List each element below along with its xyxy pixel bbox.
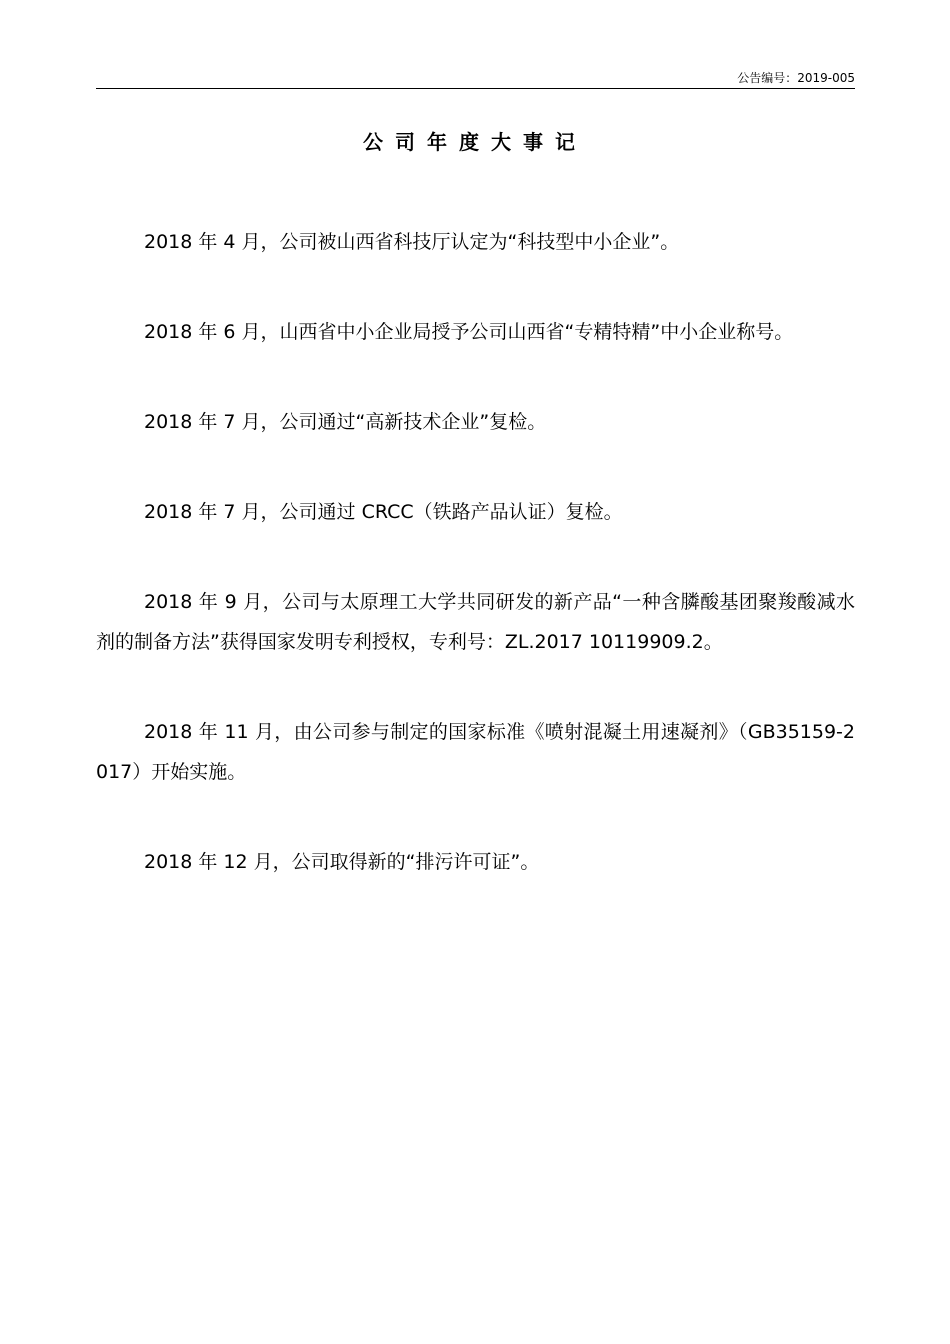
- event-item: 2018 年 9 月，公司与太原理工大学共同研发的新产品“一种含膦酸基团聚羧酸减水剂的制备方法”获得国家发明专利授权，专利号：ZL.2017 10119909.2。: [96, 591, 855, 653]
- event-item: 2018 年 7 月，公司通过 CRCC（铁路产品认证）复检。: [144, 501, 623, 523]
- event-list: [96, 222, 855, 932]
- event-item: 2018 年 12 月，公司取得新的“排污许可证”。: [144, 851, 540, 873]
- notice-number: 公告编号：2019-005: [737, 71, 855, 85]
- page-header: [96, 70, 855, 89]
- event-item: 2018 年 11 月，由公司参与制定的国家标准《喷射混凝土用速凝剂》（GB35159-2017）开始实施。: [96, 721, 855, 783]
- event-item: 2018 年 7 月，公司通过“高新技术企业”复检。: [144, 411, 547, 433]
- document-title: 公司年度大事记: [363, 130, 587, 154]
- event-item: 2018 年 4 月，公司被山西省科技厅认定为“科技型中小企业”。: [144, 231, 680, 253]
- event-item: 2018 年 6 月，山西省中小企业局授予公司山西省“专精特精”中小企业称号。: [144, 321, 794, 343]
